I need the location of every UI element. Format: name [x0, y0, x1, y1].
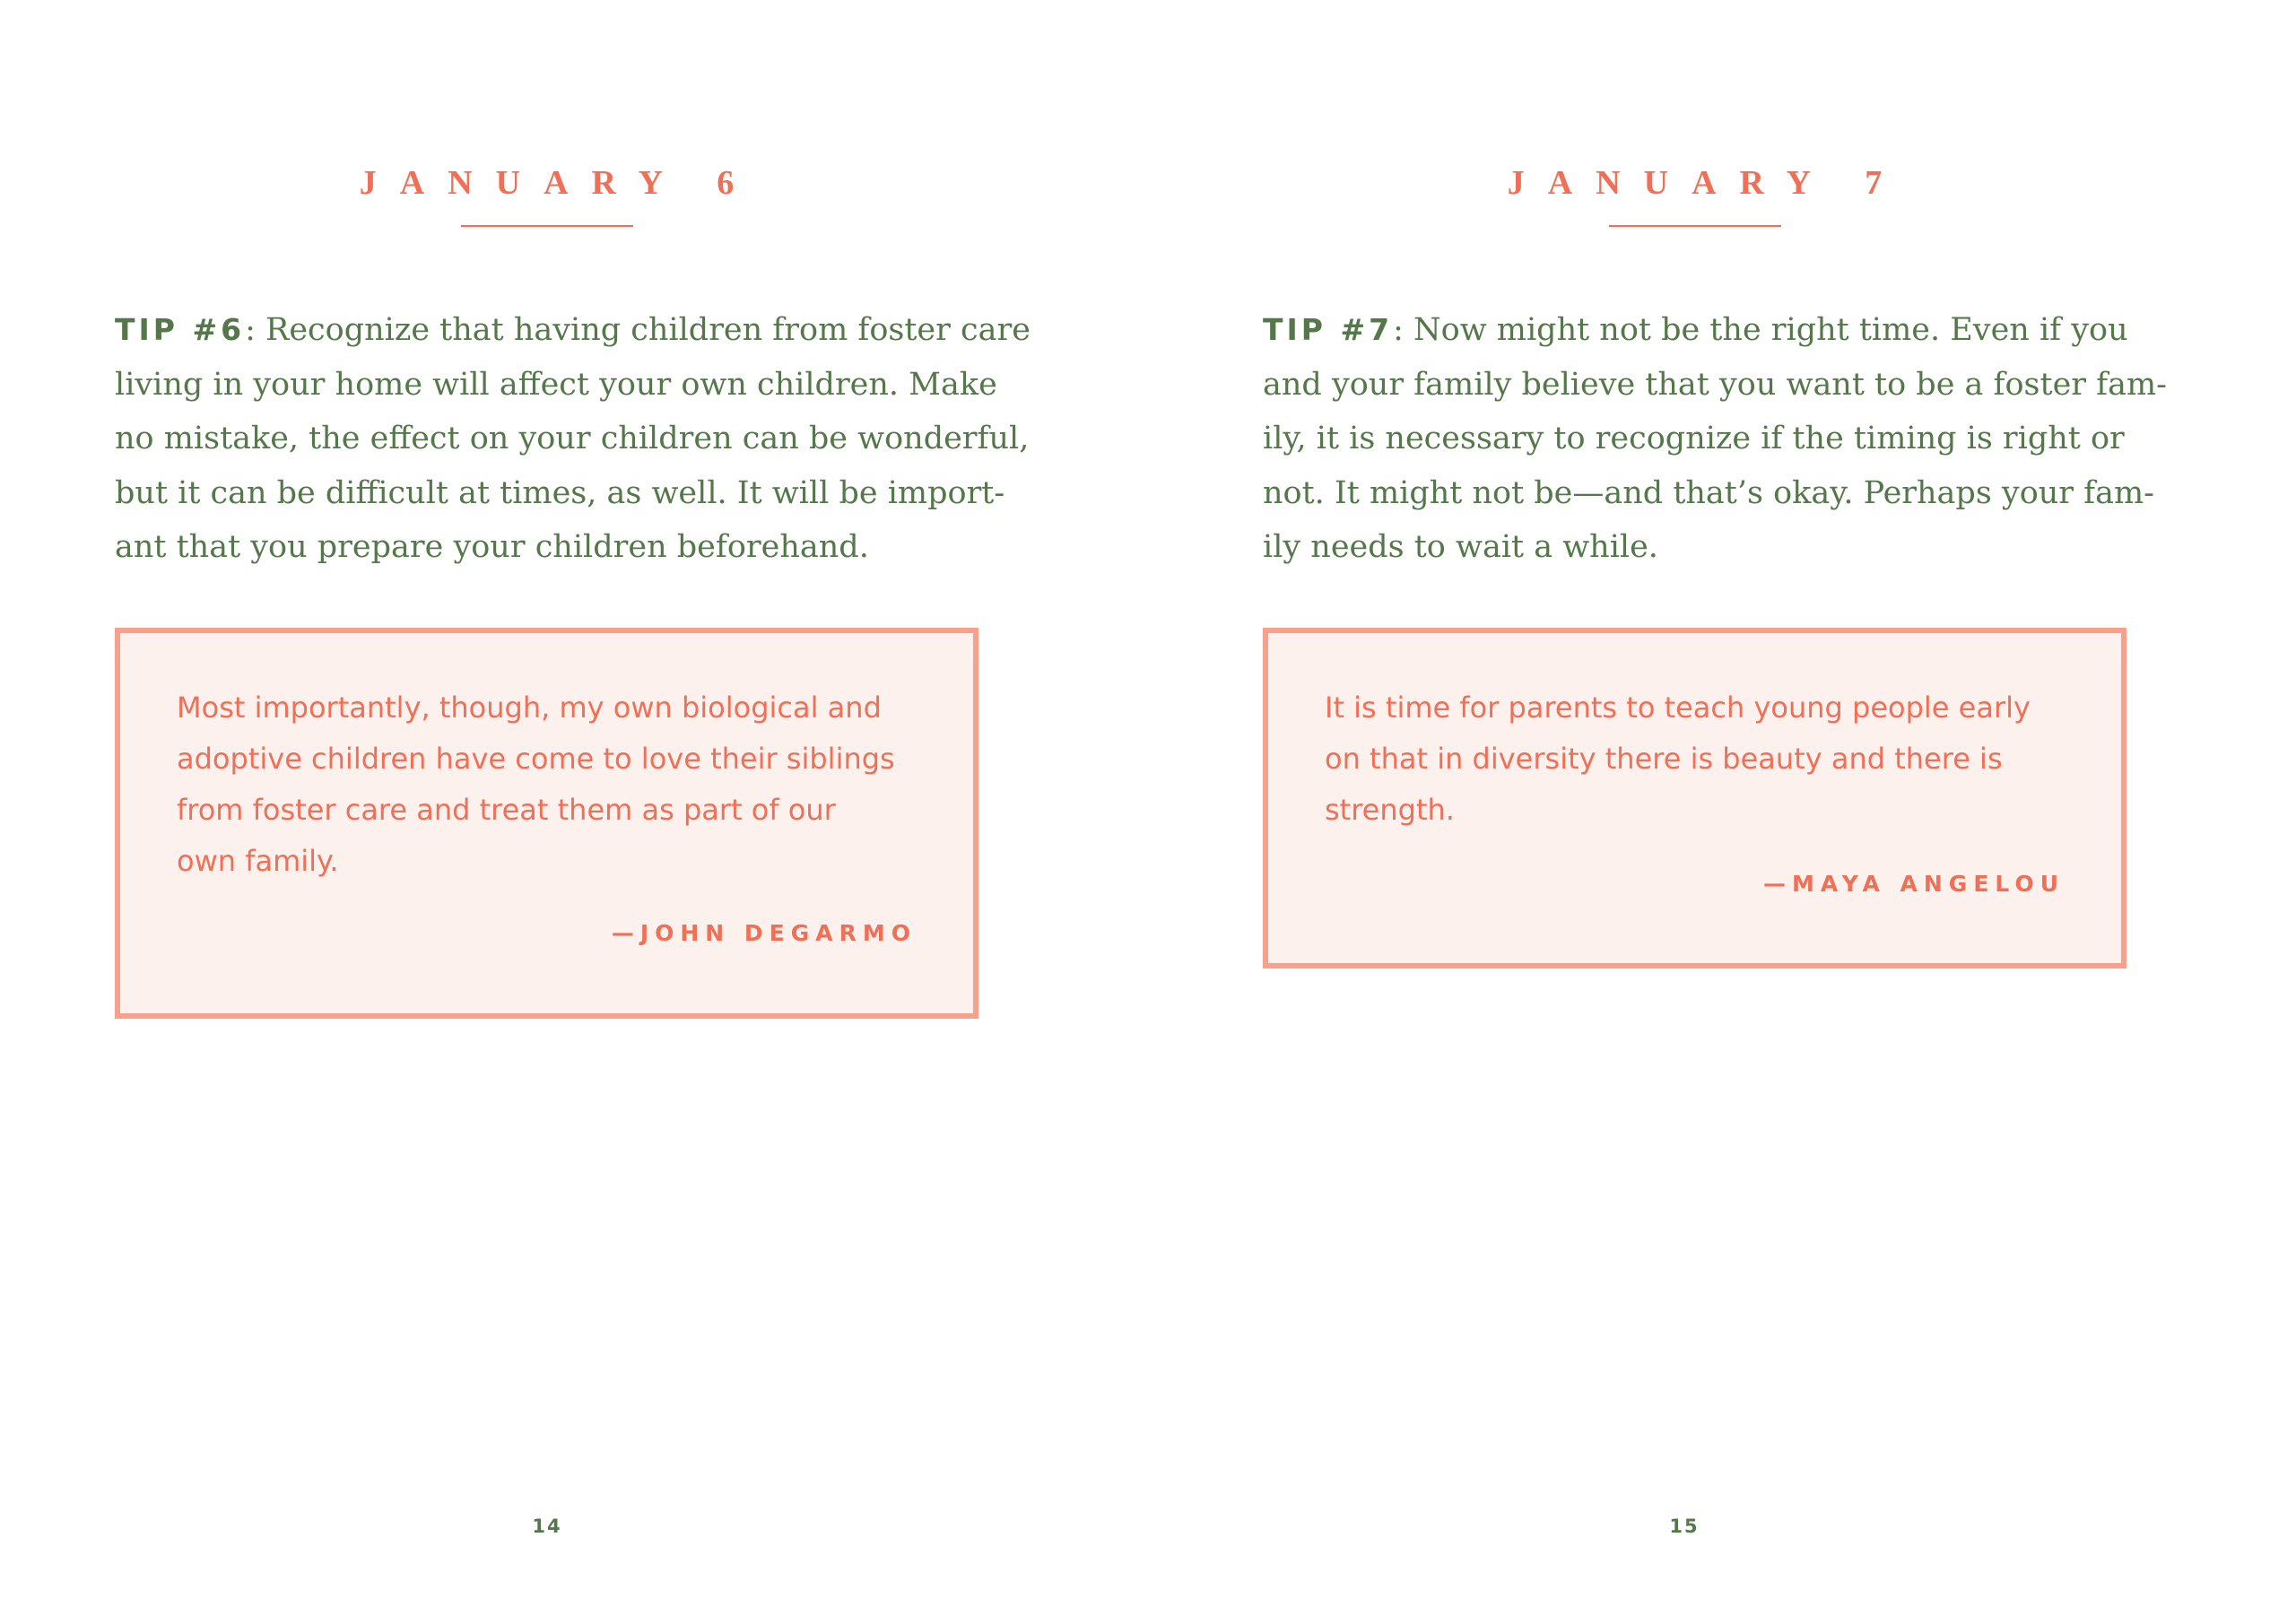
- tip-label: TIP #7: [1263, 312, 1394, 347]
- tip-line: ant that you prepare your children beforehand.: [115, 529, 869, 565]
- tip-line-text: : Recognize that having children from foster care: [245, 312, 1031, 348]
- tip-line: and your family believe that you want to be a foster fam-: [1263, 366, 2167, 403]
- quote-line: own family.: [177, 844, 339, 878]
- tip-line: living in your home will affect your own children. Make: [115, 366, 997, 403]
- tip-line: not. It might not be—and that’s okay. Perhaps your fam-: [1263, 474, 2154, 511]
- quote-line: It is time for parents to teach young people early: [1325, 691, 2031, 725]
- quote-box: [115, 628, 978, 1019]
- quote-line: from foster care and treat them as part of our: [177, 793, 836, 827]
- tip-line-text: : Now might not be the right time. Even if you: [1393, 312, 2128, 348]
- quote-line: adoptive children have come to love their siblings: [177, 742, 895, 776]
- quote-line: strength.: [1325, 793, 1455, 827]
- right-page: [1148, 0, 2296, 1607]
- quote-text: [1325, 682, 2031, 836]
- quote-attribution: —JOHN DEGARMO: [611, 920, 917, 946]
- quote-text: [177, 682, 895, 887]
- quote-box: [1263, 628, 2126, 969]
- tip-paragraph: [115, 303, 1031, 575]
- tip-line: no mistake, the effect on your children can be wonderful,: [115, 421, 1030, 456]
- page-number: 14: [532, 1516, 562, 1537]
- quote-attribution: —MAYA ANGELOU: [1762, 871, 2065, 897]
- tip-line: [115, 303, 1031, 358]
- tip-paragraph: [1263, 303, 2167, 575]
- quote-line: on that in diversity there is beauty and there is: [1325, 742, 2003, 776]
- page-date: JANUARY 6: [359, 163, 758, 202]
- page-number: 15: [1669, 1516, 1700, 1537]
- tip-line: ily needs to wait a while.: [1263, 529, 1658, 565]
- quote-line: Most importantly, though, my own biological and: [177, 691, 882, 725]
- tip-line: [1263, 303, 2126, 358]
- date-divider: [1609, 225, 1781, 227]
- page-date: JANUARY 7: [1507, 163, 1906, 202]
- tip-line: ily, it is necessary to recognize if the timing is right or: [1263, 421, 2125, 456]
- tip-line: but it can be difficult at times, as well. It will be import-: [115, 474, 1005, 511]
- tip-label: TIP #6: [115, 312, 246, 347]
- date-divider: [461, 225, 633, 227]
